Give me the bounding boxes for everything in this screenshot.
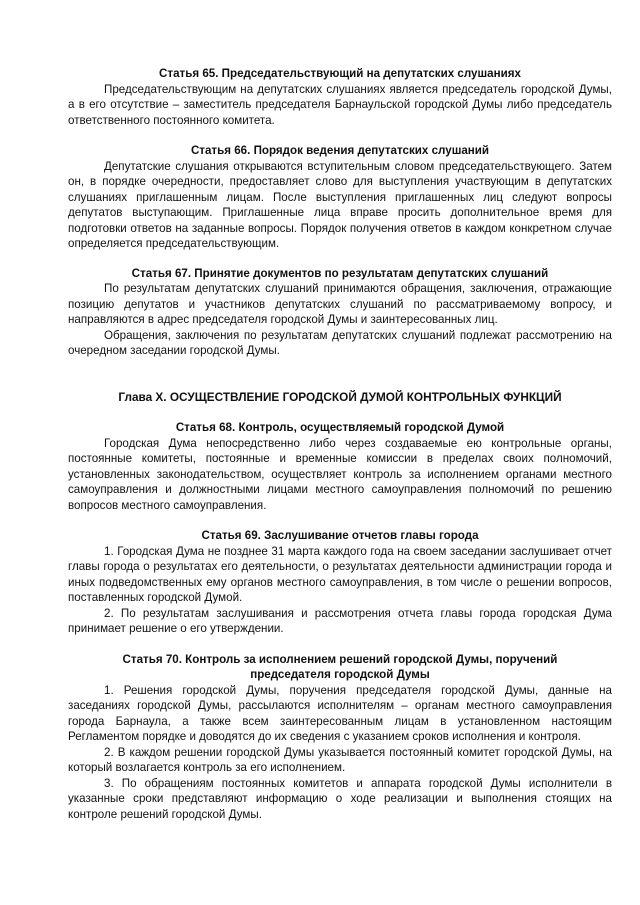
article-69-title: Статья 69. Заслушивание отчетов главы города: [201, 529, 479, 542]
article-69-paragraph-1: 1. Городская Дума не позднее 31 марта каждого года на своем заседании заслушивает отчет главы города о результатах его деятельности, о результатах деятельности администрации города и иных подведомственных ему органов местного самоуправления, в том числе о решении вопросов, поставленных городской Думой.: [68, 544, 612, 604]
chapter-10-title: Глава X. ОСУЩЕСТВЛЕНИЕ ГОРОДСКОЙ ДУМОЙ КОНТРОЛЬНЫХ ФУНКЦИЙ: [118, 389, 562, 404]
article-66-paragraph: Депутатские слушания открываются вступительным словом председательствующего. Затем он, в порядке очередности, предоставляет слово для выступления участвующим в депутатских слушаниях приглашенным лицам. После выступления приглашенных лиц следуют вопросы депутатов выступающим. Приглашенные лица вправе просить дополнительное время для подготовки ответов на заданные вопросы. Порядок получения ответов в каждом конкретном случае определяется председательствующим.: [68, 159, 612, 250]
article-68-paragraph: Городская Дума непосредственно либо через создаваемые ею контрольные органы, постоянные комитеты, постоянные и временные комиссии в пределах своих полномочий, установленных законодательством, осуществляет контроль за исполнением органами местного самоуправления и должностными лицами местного самоуправления полномочий по решению вопросов местного самоуправления.: [68, 436, 612, 512]
article-67-paragraph-2: Обращения, заключения по результатам депутатских слушаний подлежат рассмотрению на очередном заседании городской Думы.: [68, 328, 612, 357]
article-69-paragraph-2: 2. По результатам заслушивания и рассмотрения отчета главы города городская Дума принимает решение о его утверждении.: [68, 606, 612, 635]
document-page: [68, 66, 612, 822]
article-68-title: Статья 68. Контроль, осуществляемый городской Думой: [175, 421, 505, 434]
article-67-paragraph-1: По результатам депутатских слушаний принимаются обращения, заключения, отражающие позицию депутатов и участников депутатских слушаний по рассматриваемому вопросу, и направляются в адрес председателя городской Думы и заинтересованных лиц.: [68, 282, 612, 326]
article-70-title-line-1: Статья 70. Контроль за исполнением решений городской Думы, поручений: [122, 652, 558, 666]
article-65-title: Статья 65. Председательствующий на депутатских слушаниях: [159, 67, 521, 80]
article-70-paragraph-1: 1. Решения городской Думы, поручения председателя городской Думы, данные на заседаниях городской Думы, рассылаются исполнителям – органам местного самоуправления города Барнаула, а также всем заинтересованным лицам в установленном настоящим Регламентом порядке и доводятся до их сведения с указанием сроков исполнения и контроля.: [68, 683, 612, 743]
article-67-title: Статья 67. Принятие документов по результатам депутатских слушаний: [131, 266, 549, 280]
article-70-title-line-2: председателя городской Думы: [250, 668, 430, 681]
article-70-paragraph-2: 2. В каждом решении городской Думы указывается постоянный комитет городской Думы, на который возлагается контроль за его исполнением.: [68, 745, 612, 774]
article-70-paragraph-3: 3. По обращениям постоянных комитетов и аппарата городской Думы исполнители в указанные сроки представляют информацию о ходе реализации и выполнения стоящих на контроле решений городской Думы.: [68, 776, 612, 821]
article-65-paragraph: Председательствующим на депутатских слушаниях является председатель городской Думы, а в его отсутствие – заместитель председателя Барнаульской городской Думы либо председатель ответственного постоянного комитета.: [68, 82, 612, 127]
article-66-title: Статья 66. Порядок ведения депутатских слушаний: [190, 144, 490, 157]
